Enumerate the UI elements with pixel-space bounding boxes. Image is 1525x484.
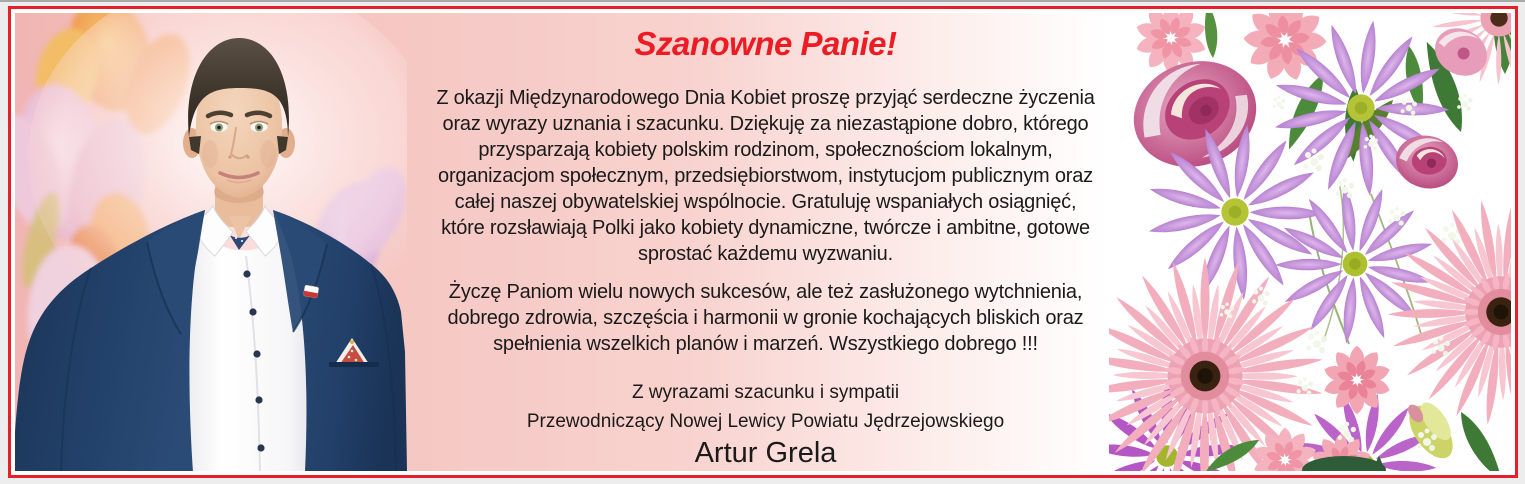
portrait-photo [15,13,407,471]
text-line: oraz wyrazy uznania i szacunku. Dziękuję za niezastąpione dobro, którego [442,113,1089,135]
signoff-line: Z wyrazami szacunku i sympatii [631,382,900,403]
paragraph-2 [393,279,1138,357]
bouquet-photo [1109,13,1511,471]
greeting-text [393,13,1138,471]
text-line: Z okazji Międzynarodowego Dnia Kobiet proszę przyjąć serdeczne życzenia [436,87,1095,109]
text-line: Życzę Paniom wielu nowych sukcesów, ale też zasłużonego wytchnienia, [448,281,1083,303]
signature-name: Artur Grela [694,437,837,469]
paragraph-1 [393,85,1138,267]
text-line: sprostać każdemu wyzwaniu. [638,243,893,265]
card-frame [8,6,1518,478]
text-line: przysparzają kobiety polskim rodzinom, społecznościom lokalnym, [478,139,1053,161]
card-content [15,13,1511,471]
text-line: które rozsławiają Polki jako kobiety dynamiczne, twórcze i ambitne, gotowe [441,217,1090,239]
carnation-flower [1322,346,1391,414]
signoff-title: Przewodniczący Nowej Lewicy Powiatu Jędrzejowskiego [526,411,1005,432]
text-line: dobrego zdrowia, szczęścia i harmonii w gronie kochających bliskich oraz [447,307,1084,329]
flag-pin [303,285,319,298]
rose-flower [1390,129,1464,196]
text-line: spełnienia wszelkich planów i marzeń. Wszystkiego dobrego !!! [493,333,1038,355]
flower-bud [1398,393,1464,466]
card-title: Szanowne Panie! [634,25,897,62]
text-line: całej naszej obywatelskiej wspólnocie. Gratuluję wspaniałych osiągnięć, [454,191,1077,213]
text-line: organizacjom społecznym, przedsiębiorstwom, instytucjom publicznym oraz [438,165,1093,187]
